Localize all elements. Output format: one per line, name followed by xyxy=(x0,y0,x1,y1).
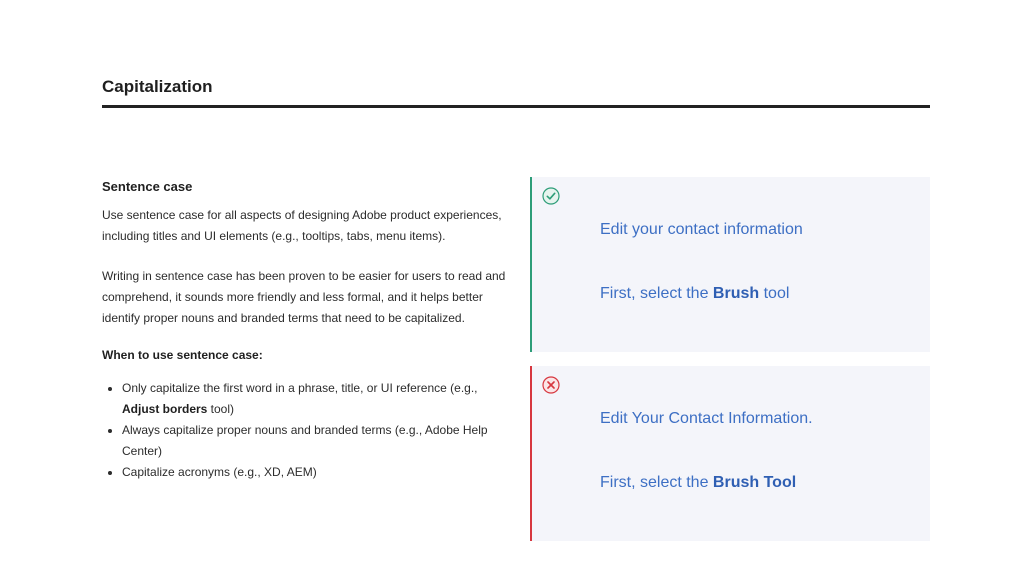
page-title: Capitalization xyxy=(102,77,213,96)
cross-icon xyxy=(542,376,560,394)
dont-example-instruction: First, select the Brush Tool xyxy=(600,474,797,491)
list-item: • Capitalize acronyms (e.g., XD, AEM) xyxy=(122,462,512,483)
list-item: • Only capitalize the first word in a phrase, title, or UI reference (e.g., Adjust borders tool) xyxy=(122,378,512,420)
intro-paragraph: Use sentence case for all aspects of designing Adobe product experiences, including titles and UI elements (e.g., tooltips, tabs, menu items). xyxy=(102,208,502,243)
rules-list xyxy=(102,378,512,483)
do-example-title: Edit your contact information xyxy=(600,221,803,238)
do-example-panel xyxy=(530,177,930,352)
when-to-use-heading: When to use sentence case: xyxy=(102,348,263,362)
dont-example-title: Edit Your Contact Information. xyxy=(600,410,813,427)
checkmark-icon xyxy=(542,187,560,205)
guidance-column xyxy=(102,179,512,483)
title-divider xyxy=(102,105,930,108)
section-heading: Sentence case xyxy=(102,179,193,194)
rationale-paragraph: Writing in sentence case has been proven to be easier for users to read and comprehend, it sounds more friendly and less formal, and it helps better identify proper nouns and branded terms that need to be capitalized. xyxy=(102,269,506,325)
list-item: • Always capitalize proper nouns and branded terms (e.g., Adobe Help Center) xyxy=(122,420,512,462)
dont-example-panel xyxy=(530,366,930,541)
do-example-instruction: First, select the Brush tool xyxy=(600,285,790,302)
